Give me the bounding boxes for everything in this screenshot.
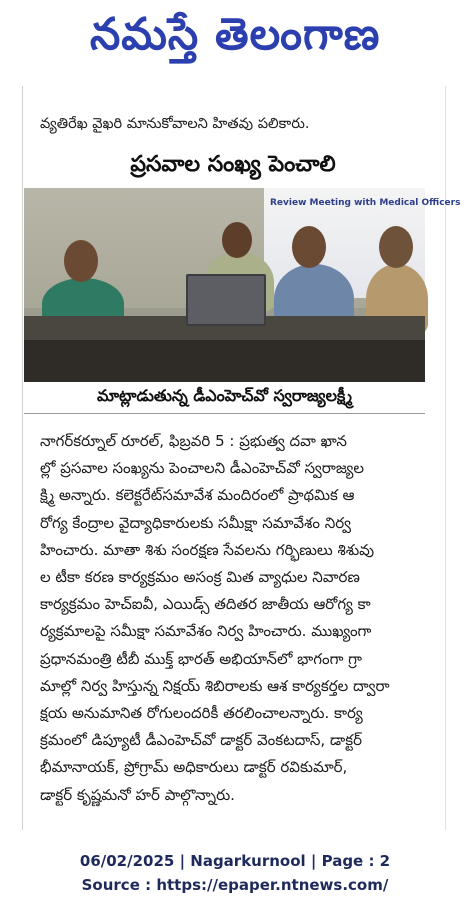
article-body-line: డాక్టర్ కృష్ణమనో హర్ పాల్గొన్నారు. (40, 785, 235, 804)
article-body-line: క్ష్మి అన్నారు. కలెక్టరేట్‌సమావేశ మందిరంలో ప్రాథమిక ఆ (40, 486, 355, 505)
article-body-line: ర్యక్రమాలపై సమీక్షా సమావేశం నిర్వ హించారు. ముఖ్యంగా (40, 622, 372, 641)
person-official-head (292, 226, 326, 268)
newspaper-masthead (0, 0, 470, 80)
article-body-line: ల్లో ప్రసవాల సంఖ్యను పెంచాలని డీఎంహెచ్‌వో స్వరాజ్యల (40, 459, 365, 478)
article-body (40, 428, 424, 809)
article-body-line: కార్యక్రమం హెచ్‌ఐవీ, ఎయిడ్స్ తదితర జాతీయ ఆరోగ్య కా (40, 595, 371, 614)
footer-meta: 06/02/2025 | Nagarkurnool | Page : 2 (79, 852, 391, 870)
article-body-line: హించారు. మాతా శిశు సంరక్షణ సేవలను గర్భిణులు శిశువు (40, 540, 375, 559)
article-body-line: భీమానాయక్, ప్రోగ్రామ్ అధికారులు డాక్టర్ రవికుమార్, (40, 758, 348, 777)
article-body-line: నాగర్‌కర్నూల్ రూరల్, ఫిబ్రవరి 5 : ప్రభుత్వ దవా ఖాన (40, 432, 347, 450)
article-body-line: క్రమంలో డిప్యూటీ డీఎంహెచ్‌వో డాక్టర్ వెంకటదాస్, డాక్టర్ (40, 731, 363, 750)
article-body-line: మాల్లో నిర్వ హిస్తున్న నిక్షయ్ శిబిరాలకు ఆశ కార్యకర్తల ద్వారా (40, 676, 390, 695)
photo-caption: మాట్లాడుతున్న డీఎంహెచ్‌వో స్వరాజ్యలక్ష్మీ (24, 386, 425, 414)
laptop (186, 274, 266, 326)
person-doctor-head (379, 226, 413, 268)
article-body-line: ప్రధానమంత్రి టీబీ ముక్త్ భారత్ అభియాన్‌లో భాగంగా గ్రా (40, 649, 362, 668)
projection-screen-text: Review Meeting with Medical Officers (270, 198, 461, 208)
article-body-line: ల టీకా కరణ కార్యక్రమం అసంక్ర మిత వ్యాధుల నివారణ (40, 568, 360, 587)
article-body-line: రోగ్య కేంద్రాల వైద్యాధికారులకు సమీక్షా సమావేశం నిర్వ (40, 513, 352, 532)
article-body-line: క్షయ అనుమానిత రోగులందరికీ తరలించాలన్నారు. కార్య (40, 704, 363, 723)
article-lead-line: వ్యతిరేఖ వైఖరి మానుకోవాలని హితవు పలికారు. (40, 116, 310, 132)
article-headline: ప్రసవాల సంఖ్య పెంచాలి (130, 152, 336, 177)
article-photo (24, 188, 461, 382)
footer-source: Source : https://epaper.ntnews.com/ (81, 876, 389, 894)
masthead-title: నమస్తే తెలంగాణ (89, 9, 381, 60)
person-woman-head (64, 240, 98, 282)
conference-table-front (24, 340, 425, 382)
person-speaker-head (222, 222, 252, 258)
